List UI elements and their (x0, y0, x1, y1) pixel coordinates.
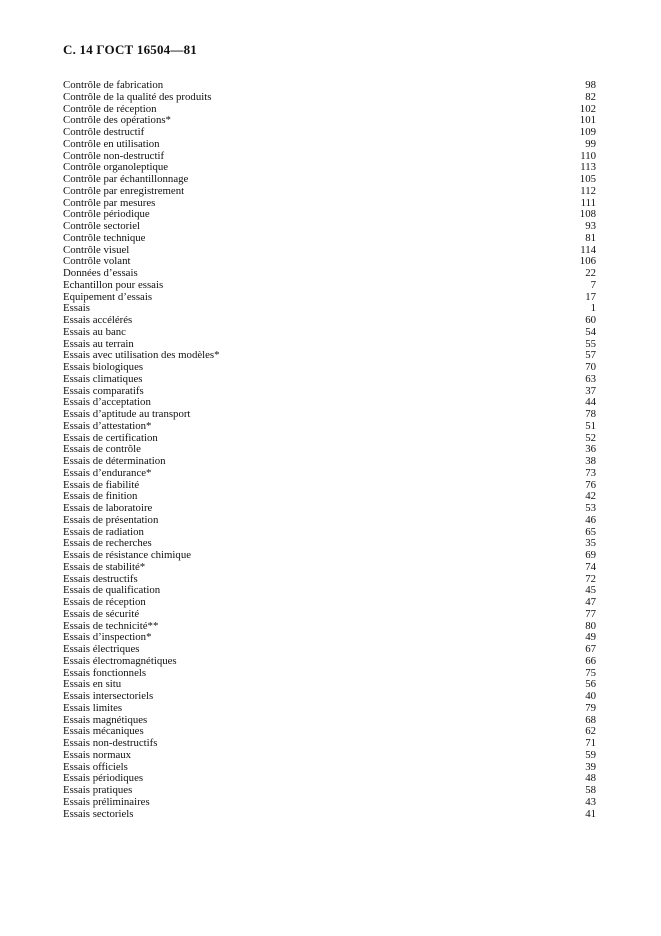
index-row (63, 609, 596, 621)
index-number: 78 (585, 408, 596, 420)
index-term: Essais en situ (63, 678, 122, 691)
index-row (63, 268, 596, 280)
index-row (63, 632, 596, 644)
index-term: Contrôle par mesures (63, 196, 156, 209)
index-number: 7 (590, 278, 596, 291)
index-row (63, 597, 596, 609)
index-number: 81 (585, 231, 596, 244)
index-term: Essais électromagnétiques (63, 654, 177, 667)
index-row (63, 468, 596, 480)
index-row (63, 92, 596, 104)
index-row (63, 245, 596, 257)
index-term: Essais destructifs (63, 572, 138, 585)
index-term: Contrôle en utilisation (63, 137, 160, 150)
index-row (63, 691, 596, 703)
index-number: 113 (580, 161, 596, 174)
index-term: Contrôle organoleptique (63, 161, 169, 174)
index-term: Essais accélérés (63, 314, 133, 326)
index-number: 17 (585, 290, 596, 303)
index-term: Contrôle de la qualité des produits (63, 90, 212, 103)
index-term: Equipement d’essais (63, 290, 153, 303)
index-term: Contrôle de réception (63, 102, 157, 115)
index-term: Essais de certification (63, 431, 158, 444)
index-number: 38 (585, 455, 596, 467)
index-row (63, 409, 596, 421)
index-number: 36 (585, 443, 596, 456)
index-number: 76 (585, 478, 596, 491)
index-term: Essais de technicité** (63, 619, 159, 632)
alphabetical-index-list (63, 80, 596, 820)
index-number: 63 (585, 372, 596, 385)
index-term: Contrôle destructif (63, 126, 145, 138)
index-term: Contrôle périodique (63, 208, 150, 221)
index-number: 37 (585, 384, 596, 397)
index-number: 65 (585, 525, 596, 538)
index-number: 101 (579, 114, 596, 127)
index-number: 102 (579, 102, 596, 115)
index-row (63, 456, 596, 468)
index-term: Essais intersectoriels (63, 690, 154, 702)
index-number: 74 (585, 560, 596, 573)
index-term: Contrôle technique (63, 231, 146, 244)
index-number: 80 (585, 619, 596, 632)
index-number: 45 (585, 584, 596, 597)
page-header: С. 14 ГОСТ 16504—81 (63, 42, 197, 57)
index-number: 112 (580, 184, 596, 197)
index-term: Essais comparatifs (63, 384, 144, 397)
index-term: Essais électriques (63, 643, 140, 655)
index-number: 73 (585, 466, 596, 479)
index-term: Essais sectoriels (63, 807, 134, 820)
index-number: 82 (585, 90, 596, 103)
index-number: 48 (585, 772, 596, 785)
index-term: Essais périodiques (63, 772, 144, 785)
index-number: 110 (580, 149, 596, 162)
index-term: Essais climatiques (63, 372, 143, 385)
index-term: Essais de réception (63, 596, 146, 608)
index-number: 105 (579, 173, 596, 185)
index-term: Essais de contrôle (63, 443, 141, 456)
index-number: 57 (585, 349, 596, 362)
index-number: 67 (585, 643, 596, 655)
index-number: 70 (585, 361, 596, 373)
index-number: 60 (585, 314, 596, 326)
index-term: Essais (63, 302, 90, 315)
index-term: Essais avec utilisation des modèles* (63, 349, 220, 362)
index-number: 22 (585, 267, 596, 279)
index-row (63, 668, 596, 680)
index-term: Contrôle visuel (63, 243, 130, 256)
index-term: Essais non-destructifs (63, 737, 158, 749)
index-term: Essais de finition (63, 490, 138, 503)
index-term: Essais de fiabilité (63, 478, 140, 491)
index-term: Essais d’endurance* (63, 466, 152, 479)
index-row (63, 327, 596, 339)
index-row (63, 303, 596, 315)
index-row (63, 809, 596, 821)
index-term: Echantillon pour essais (63, 278, 164, 291)
index-term: Données d’essais (63, 267, 138, 279)
index-term: Contrôle non-destructif (63, 149, 165, 162)
index-number: 47 (585, 596, 596, 608)
index-term: Essais de stabilité* (63, 560, 146, 573)
index-row (63, 174, 596, 186)
index-term: Essais de résistance chimique (63, 549, 192, 561)
index-term: Essais de détermination (63, 455, 166, 467)
index-number: 54 (585, 325, 596, 338)
index-number: 39 (585, 760, 596, 773)
index-term: Essais de présentation (63, 513, 159, 526)
index-row (63, 703, 596, 715)
index-number: 44 (585, 396, 596, 409)
index-number: 42 (585, 490, 596, 503)
index-term: Essais de radiation (63, 525, 144, 538)
index-number: 62 (585, 725, 596, 738)
index-term: Essais biologiques (63, 361, 144, 373)
index-number: 49 (585, 631, 596, 644)
index-number: 43 (585, 795, 596, 808)
index-number: 56 (585, 678, 596, 691)
index-number: 71 (585, 737, 596, 749)
index-term: Contrôle par échantillonnage (63, 173, 189, 185)
index-term: Contrôle des opérations* (63, 114, 171, 127)
index-row (63, 797, 596, 809)
index-row (63, 773, 596, 785)
index-term: Essais préliminaires (63, 795, 150, 808)
index-row (63, 127, 596, 139)
index-term: Essais au banc (63, 325, 126, 338)
index-row (63, 374, 596, 386)
index-row (63, 280, 596, 292)
index-number: 1 (590, 302, 596, 315)
index-term: Essais d’aptitude au transport (63, 408, 191, 420)
index-term: Contrôle volant (63, 255, 131, 268)
index-term: Contrôle par enregistrement (63, 184, 185, 197)
index-number: 53 (585, 502, 596, 514)
index-row (63, 785, 596, 797)
index-term: Essais fonctionnels (63, 666, 147, 679)
index-term: Essais pratiques (63, 784, 133, 796)
index-term: Essais de recherches (63, 537, 152, 550)
index-term: Essais officiels (63, 760, 128, 773)
index-term: Essais normaux (63, 748, 132, 761)
index-row (63, 515, 596, 527)
index-row (63, 562, 596, 574)
index-number: 79 (585, 701, 596, 714)
index-number: 66 (585, 654, 596, 667)
index-term: Essais d’attestation* (63, 419, 152, 432)
index-number: 41 (585, 807, 596, 820)
index-term: Essais au terrain (63, 337, 134, 350)
index-number: 106 (579, 255, 596, 268)
index-number: 55 (585, 337, 596, 350)
index-number: 59 (585, 748, 596, 761)
index-number: 46 (585, 513, 596, 526)
index-number: 72 (585, 572, 596, 585)
index-row (63, 644, 596, 656)
index-row (63, 186, 596, 198)
index-row (63, 503, 596, 515)
index-row (63, 738, 596, 750)
index-row (63, 656, 596, 668)
index-term: Essais limites (63, 701, 123, 714)
index-number: 40 (585, 690, 596, 702)
index-row (63, 433, 596, 445)
index-number: 35 (585, 537, 596, 550)
index-number: 99 (585, 137, 596, 150)
index-number: 51 (585, 419, 596, 432)
index-number: 114 (580, 243, 596, 256)
index-number: 98 (585, 79, 596, 91)
index-row (63, 421, 596, 433)
index-row (63, 233, 596, 245)
index-row (63, 480, 596, 492)
index-row (63, 550, 596, 562)
index-row (63, 315, 596, 327)
index-number: 108 (579, 208, 596, 221)
index-number: 68 (585, 713, 596, 726)
index-row (63, 139, 596, 151)
index-term: Essais mécaniques (63, 725, 144, 738)
index-number: 75 (585, 666, 596, 679)
index-row (63, 750, 596, 762)
index-term: Essais d’acceptation (63, 396, 151, 409)
index-term: Essais de sécurité (63, 607, 140, 620)
index-row (63, 362, 596, 374)
index-number: 69 (585, 549, 596, 561)
index-row (63, 256, 596, 268)
index-row (63, 292, 596, 304)
index-term: Essais magnétiques (63, 713, 148, 726)
index-number: 109 (579, 126, 596, 138)
index-number: 58 (585, 784, 596, 796)
index-number: 111 (580, 196, 596, 209)
index-term: Essais de qualification (63, 584, 161, 597)
index-number: 93 (585, 220, 596, 232)
index-number: 77 (585, 607, 596, 620)
index-term: Contrôle de fabrication (63, 79, 164, 91)
index-row (63, 80, 596, 92)
index-row (63, 209, 596, 221)
index-term: Essais d’inspection* (63, 631, 152, 644)
index-number: 52 (585, 431, 596, 444)
index-term: Essais de laboratoire (63, 502, 153, 514)
index-row (63, 221, 596, 233)
index-term: Contrôle sectoriel (63, 220, 141, 232)
